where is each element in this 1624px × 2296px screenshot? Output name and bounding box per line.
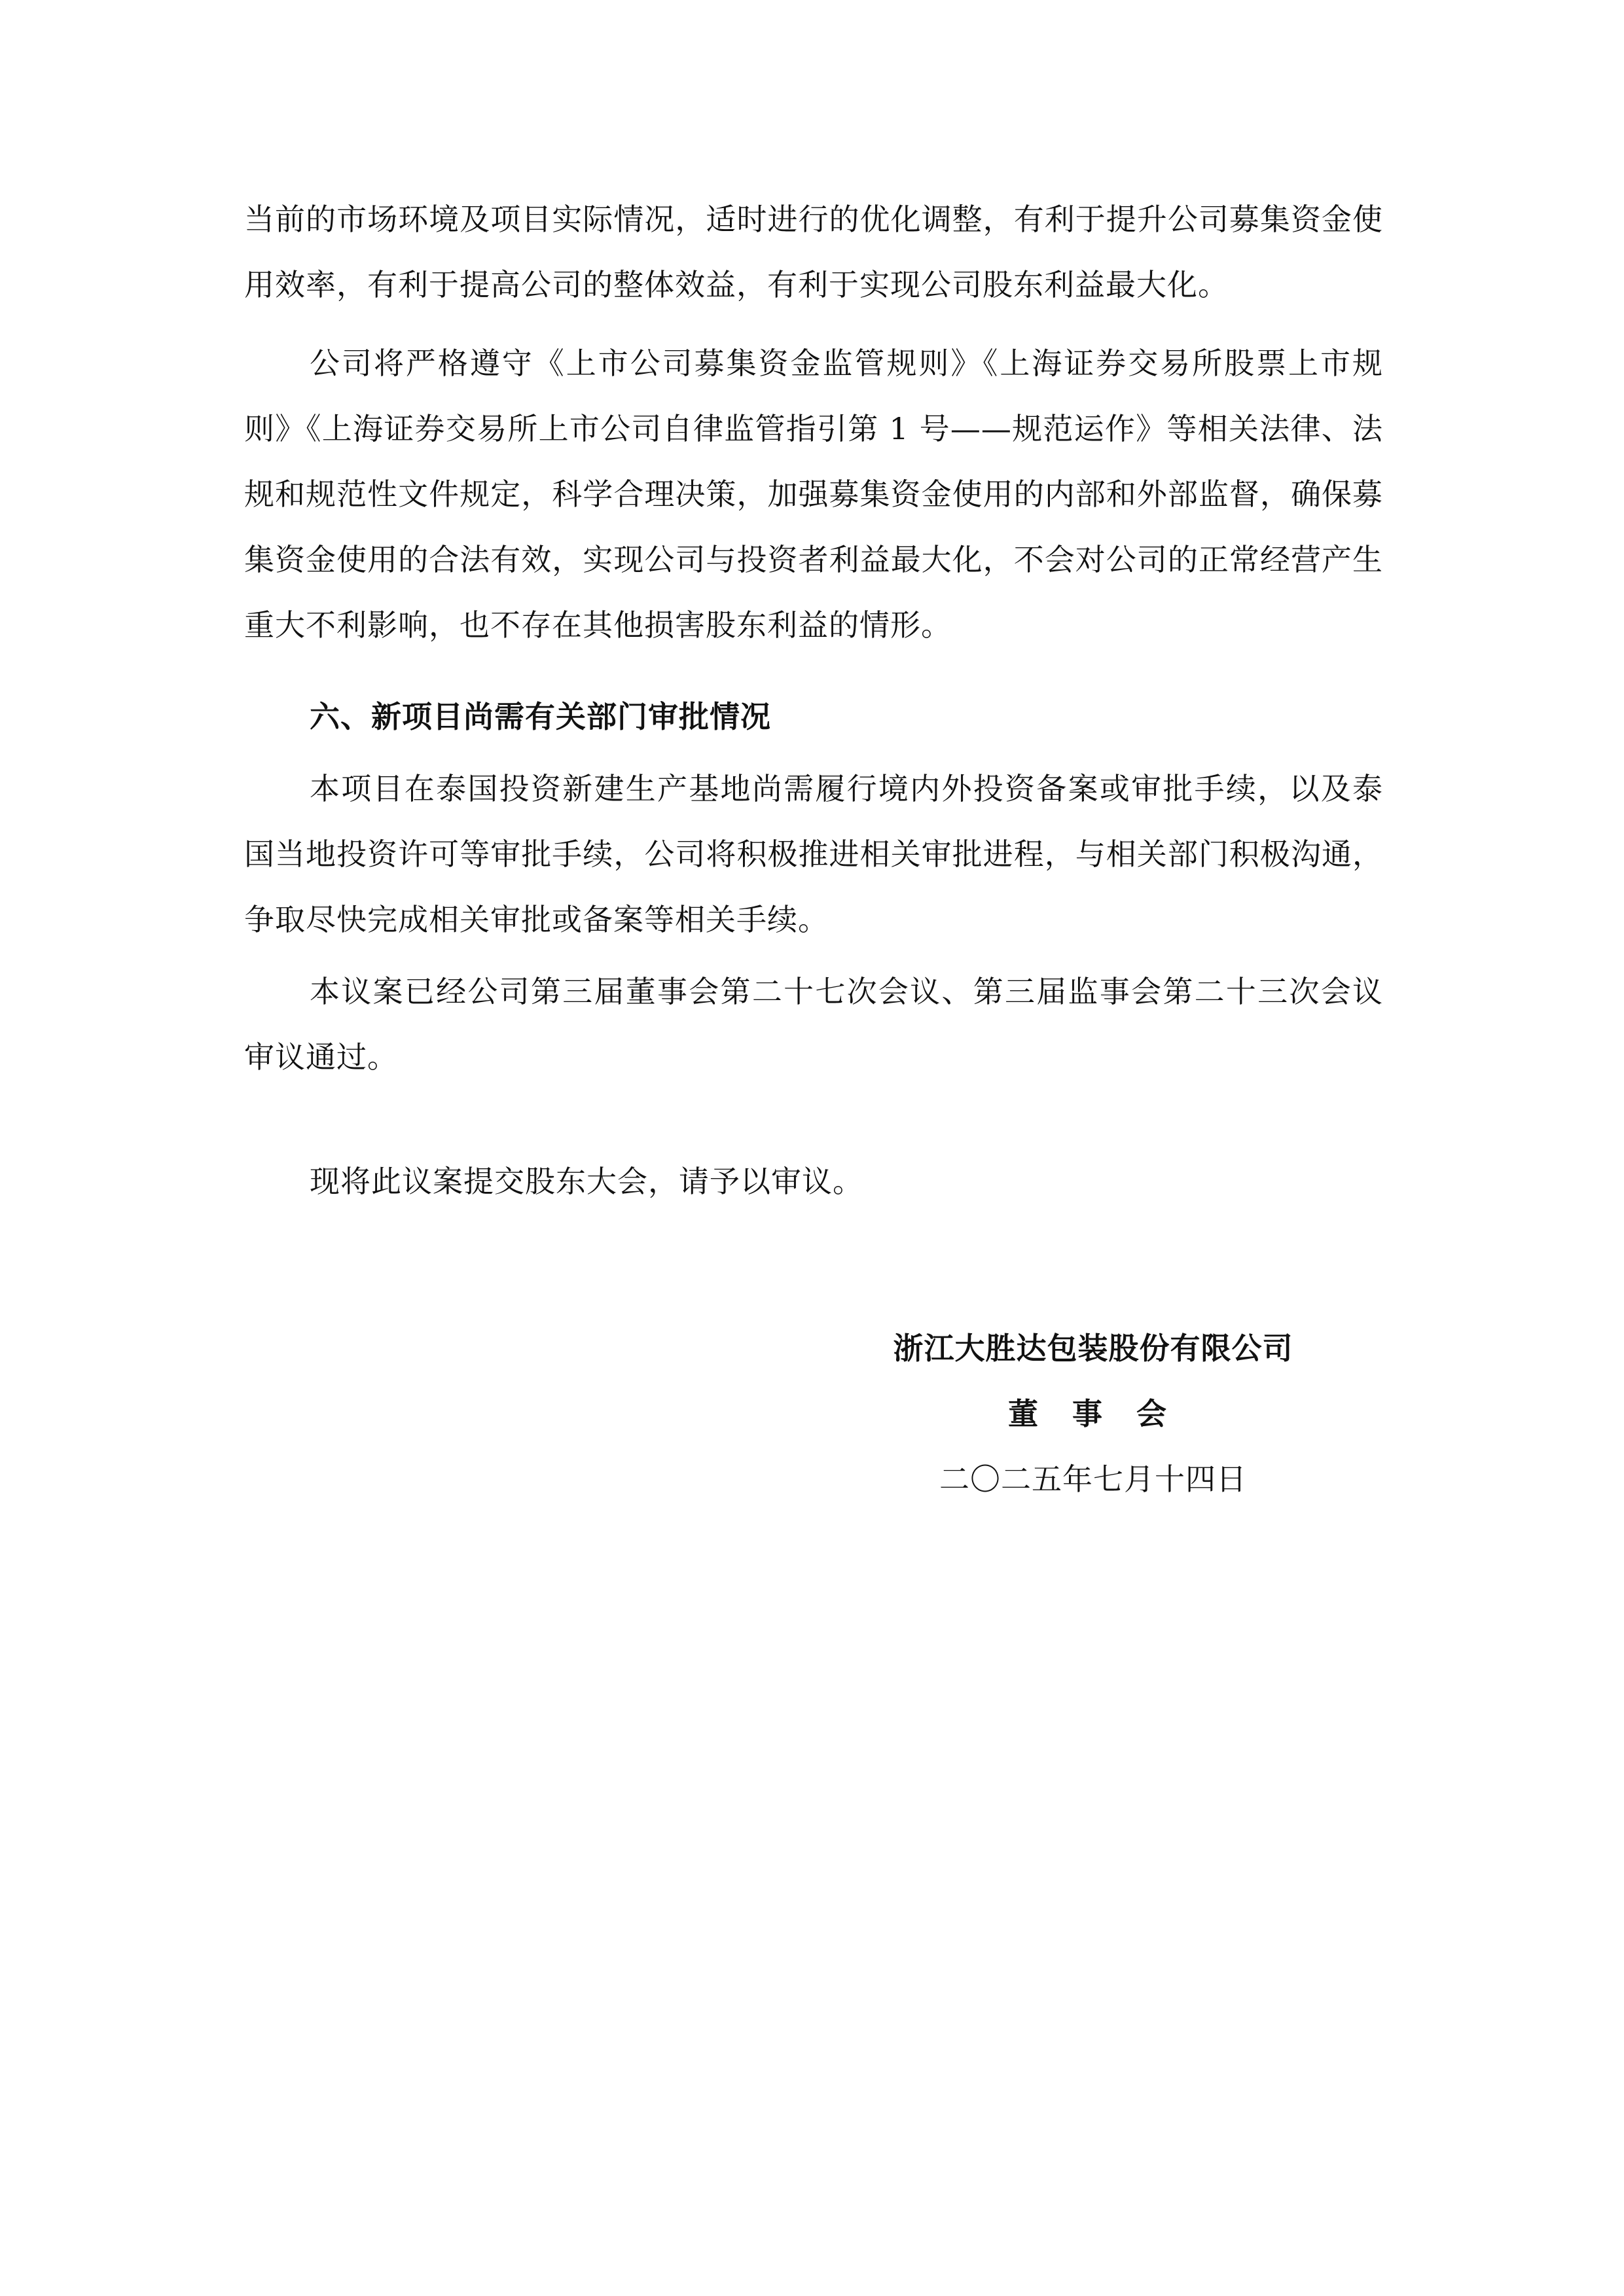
paragraph-submission: 现将此议案提交股东大会，请予以审议。 — [310, 1164, 863, 1199]
signature-date: 二〇二五年七月十四日 — [939, 1462, 1247, 1497]
document-body — [244, 187, 1383, 1214]
paragraph-review-status: 本议案已经公司第三届董事会第二十七次会议、第三届监事会第二十三次会议审议通过。 — [244, 974, 1383, 1075]
signature-block — [871, 1316, 1316, 1512]
signature-board: 董 事 会 — [1007, 1396, 1179, 1431]
signature-company: 浙江大胜达包装股份有限公司 — [893, 1331, 1293, 1366]
paragraph-compliance: 公司将严格遵守《上市公司募集资金监管规则》《上海证券交易所股票上市规则》《上海证券交易所上市公司自律监管指引第 1 号——规范运作》等相关法律、法规和规范性文件规定，科学合理决策，加强募集资金使用的内部和外部监督，确保募集资金使用的合法有效，实现公司与投资者利益最大化，不会对公司的正常经营产生重大不利影响，也不存在其他损害股东利益的情形。 — [244, 346, 1383, 643]
paragraph-approval: 本项目在泰国投资新建生产基地尚需履行境内外投资备案或审批手续，以及泰国当地投资许可等审批手续，公司将积极推进相关审批进程，与相关部门积极沟通，争取尽快完成相关审批或备案等相关手续。 — [244, 771, 1383, 937]
section-heading-approval: 六、新项目尚需有关部门审批情况 — [310, 699, 771, 734]
paragraph-continued: 当前的市场环境及项目实际情况，适时进行的优化调整，有利于提升公司募集资金使用效率，有利于提高公司的整体效益，有利于实现公司股东利益最大化。 — [244, 202, 1383, 302]
